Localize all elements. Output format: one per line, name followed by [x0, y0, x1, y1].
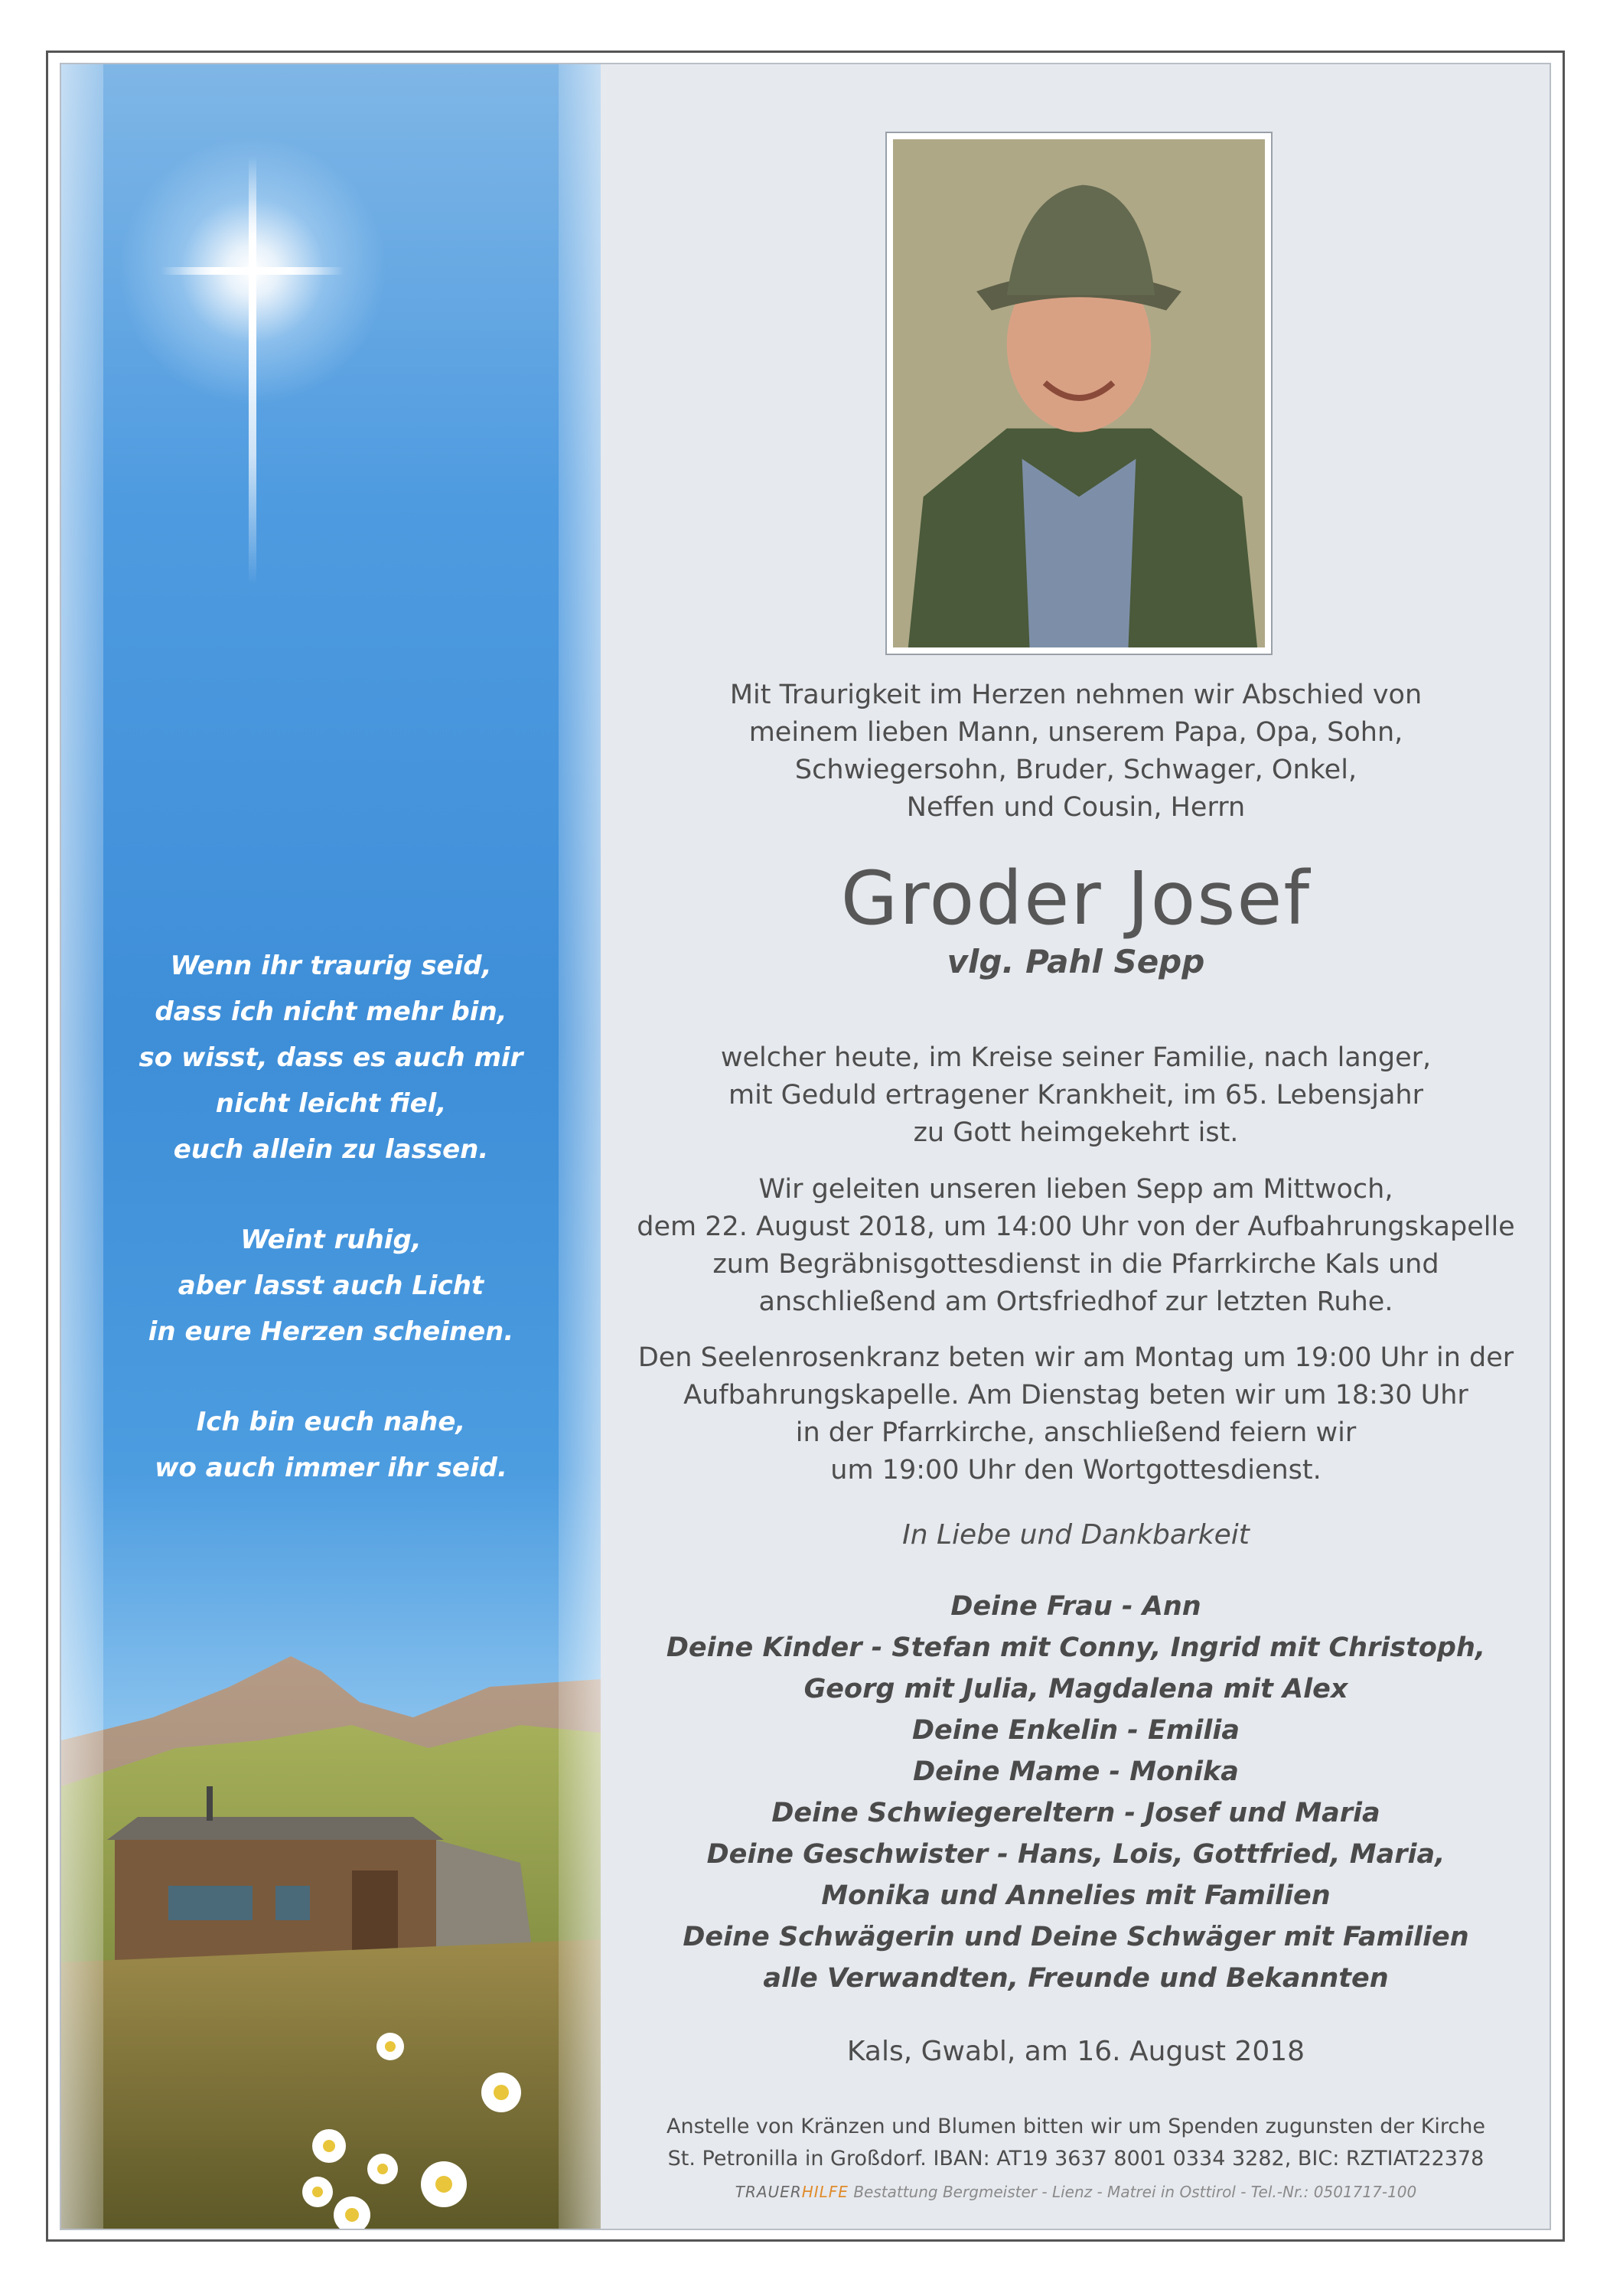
passing-paragraph [605, 1039, 1547, 1152]
paragraph-line: Den Seelenrosenkranz beten wir am Montag um 19:00 Uhr in der [637, 1342, 1514, 1373]
paragraph-line: dem 22. August 2018, um 14:00 Uhr von der Aufbahrungskapelle [637, 1212, 1515, 1242]
intro-line: Mit Traurigkeit im Herzen nehmen wir Abschied von [729, 680, 1423, 710]
funeral-paragraph [605, 1171, 1547, 1321]
closing-phrase: In Liebe und Dankbarkeit [902, 1519, 1250, 1551]
banner-fade-left [61, 64, 103, 2229]
family-line: Monika und Annelies mit Familien [821, 1880, 1331, 1911]
donation-note [605, 2111, 1547, 2175]
family-line: Deine Schwägerin und Deine Schwäger mit Familien [683, 1922, 1469, 1952]
brand-logo-part2: HILFE [801, 2183, 849, 2201]
footer-text: Bestattung Bergmeister - Lienz - Matrei in Osttirol - Tel.-Nr.: 0501717-100 [853, 2183, 1417, 2201]
poem-line: Weint ruhig, [240, 1225, 422, 1255]
paragraph-line: zu Gott heimgekehrt ist. [913, 1117, 1239, 1148]
paragraph-line: um 19:00 Uhr den Wortgottesdienst. [830, 1455, 1322, 1486]
banner-fade-right [559, 64, 601, 2229]
portrait-photo-frame [885, 132, 1273, 655]
poem-stanza-3 [103, 1399, 559, 1491]
alpine-landscape-image [61, 1633, 601, 2229]
paragraph-line: in der Pfarrkirche, anschließend feiern wir [795, 1417, 1357, 1448]
paragraph-line: Wir geleiten unseren lieben Sepp am Mittwoch, [758, 1174, 1393, 1205]
family-line: Deine Kinder - Stefan mit Conny, Ingrid mit Christoph, [666, 1632, 1486, 1663]
family-line: Deine Geschwister - Hans, Lois, Gottfried, Maria, [706, 1839, 1445, 1870]
intro-line: Schwiegersohn, Bruder, Schwager, Onkel, [794, 755, 1357, 785]
donation-line: Anstelle von Kränzen und Blumen bitten wir um Spenden zugunsten der Kirche [666, 2115, 1486, 2138]
rosary-paragraph [605, 1339, 1547, 1489]
paragraph-line: Aufbahrungskapelle. Am Dienstag beten wir um 18:30 Uhr [683, 1380, 1468, 1411]
poem-line: Wenn ihr traurig seid, [170, 951, 492, 981]
intro-line: Neffen und Cousin, Herrn [906, 792, 1246, 823]
cross-icon-bar [161, 267, 344, 275]
family-line: Deine Schwiegereltern - Josef und Maria [771, 1798, 1380, 1828]
cross-icon [249, 156, 256, 585]
poem-line: so wisst, dass es auch mir [139, 1042, 523, 1073]
poem-line: nicht leicht fiel, [215, 1088, 447, 1119]
donation-line: St. Petronilla in Großdorf. IBAN: AT19 3637 8001 0334 3282, BIC: RZTIAT22378 [667, 2147, 1484, 2170]
family-line: Deine Mame - Monika [913, 1756, 1239, 1787]
footer-credit [605, 2183, 1547, 2201]
poem-line: Ich bin euch nahe, [196, 1407, 466, 1437]
memorial-poem [103, 943, 559, 1535]
paragraph-line: zum Begräbnisgottesdienst in die Pfarrkirche Kals und [712, 1249, 1439, 1280]
decorative-banner [61, 64, 601, 2229]
poem-line: aber lasst auch Licht [178, 1270, 484, 1301]
poem-stanza-2 [103, 1217, 559, 1355]
poem-line: in eure Herzen scheinen. [148, 1316, 514, 1347]
paragraph-line: mit Geduld ertragener Krankheit, im 65. Lebensjahr [728, 1080, 1423, 1110]
place-date: Kals, Gwabl, am 16. August 2018 [846, 2036, 1305, 2067]
deceased-alias: vlg. Pahl Sepp [947, 943, 1205, 980]
portrait-photo-image [893, 139, 1265, 647]
poem-line: euch allein zu lassen. [173, 1134, 489, 1165]
brand-logo-part1: TRAUER [735, 2183, 802, 2201]
family-line: Deine Frau - Ann [950, 1591, 1201, 1622]
family-list [605, 1586, 1547, 1999]
poem-line: wo auch immer ihr seid. [155, 1453, 507, 1483]
intro-text [605, 677, 1547, 827]
family-line: Deine Enkelin - Emilia [911, 1715, 1240, 1746]
family-line: Georg mit Julia, Magdalena mit Alex [803, 1674, 1348, 1704]
family-line: alle Verwandten, Freunde und Bekannten [763, 1963, 1389, 1994]
poem-stanza-1 [103, 943, 559, 1172]
portrait-photo [893, 139, 1265, 647]
paragraph-line: welcher heute, im Kreise seiner Familie, nach langer, [720, 1042, 1432, 1073]
poem-line: dass ich nicht mehr bin, [155, 996, 507, 1027]
deceased-name: Groder Josef [840, 856, 1312, 941]
intro-line: meinem lieben Mann, unserem Papa, Opa, Sohn, [748, 717, 1403, 748]
paragraph-line: anschließend am Ortsfriedhof zur letzten Ruhe. [758, 1287, 1393, 1317]
